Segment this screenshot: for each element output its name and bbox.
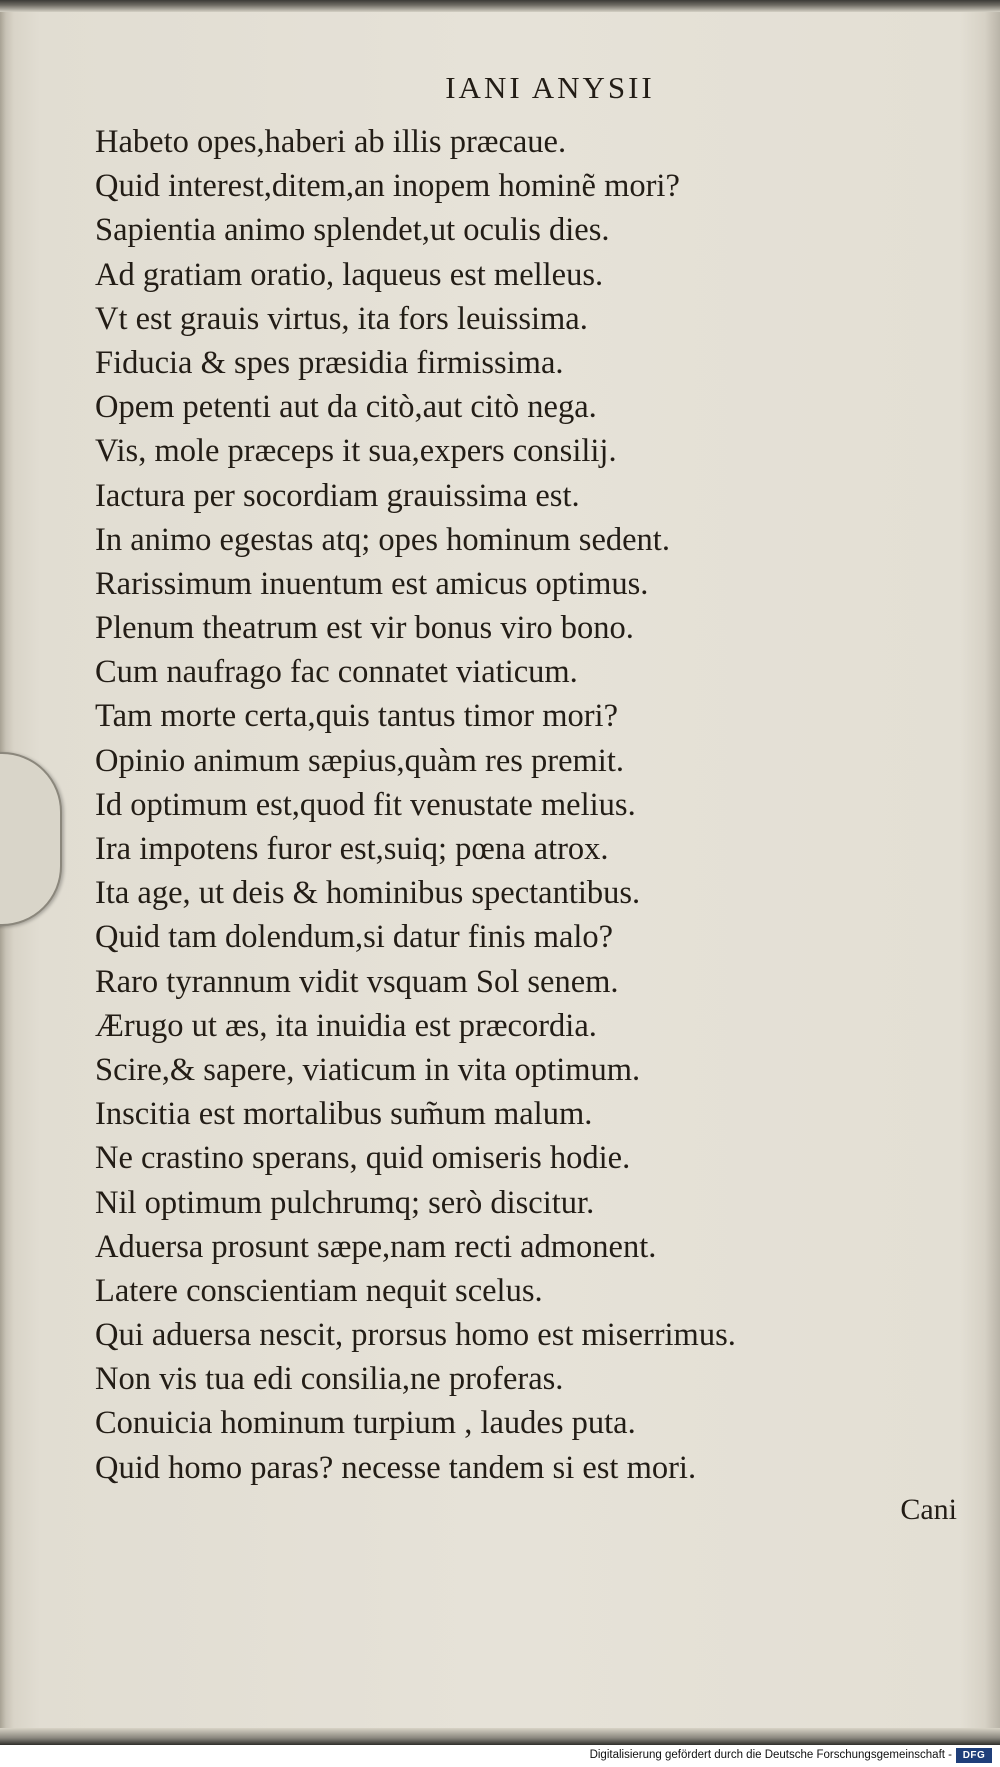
dfg-logo: DFG: [956, 1748, 992, 1763]
verse-line: Inscitia est mortalibus sum̃um malum.: [95, 1096, 593, 1133]
verse-line: Fiducia & spes præsidia firmissima.: [95, 344, 564, 381]
verse-line: Ira impotens furor est,suiq; pœna atrox.: [95, 831, 609, 867]
page-bottom-edge: [0, 1728, 1000, 1745]
verse-line: Scire,& sapere, viaticum in vita optimum.: [95, 1051, 641, 1088]
verse-line: Sapientia animo splendet,ut oculis dies.: [95, 212, 610, 249]
verse-line: Quid tam dolendum,si datur finis malo?: [95, 919, 614, 956]
verse-line: Iactura per socordiam grauissima est.: [95, 477, 580, 514]
verse-line: Latere conscientiam nequit scelus.: [95, 1272, 543, 1309]
page-top-edge: [0, 0, 1000, 12]
verse-lines: [95, 120, 965, 1490]
verse-line: Quid homo paras? necesse tandem si est mori.: [95, 1449, 697, 1486]
verse-line: Rarissimum inuentum est amicus optimus.: [95, 565, 649, 602]
verse-line: Vt est grauis virtus, ita fors leuissima.: [95, 300, 588, 337]
verse-line: Habeto opes,haberi ab illis præcaue.: [95, 124, 567, 160]
verse-line: Nil optimum pulchrumq; serò discitur.: [95, 1184, 595, 1221]
page-clip: [0, 752, 62, 926]
verse-line: Ne crastino sperans, quid omiseris hodie.: [95, 1140, 631, 1177]
verse-line: Tam morte certa,quis tantus timor mori?: [95, 698, 618, 735]
verse-line: Ita age, ut deis & hominibus spectantibus.: [95, 875, 641, 912]
digitization-footer: [0, 1745, 1000, 1767]
verse-line: Qui aduersa nescit, prorsus homo est miserrimus.: [95, 1317, 736, 1354]
verse-line: Plenum theatrum est vir bonus viro bono.: [95, 610, 634, 647]
verse-line: Cum naufrago fac connatet viaticum.: [95, 654, 578, 691]
verse-line: In animo egestas atq; opes hominum sedent.: [95, 521, 670, 558]
verse-line: Ad gratiam oratio, laqueus est melleus.: [95, 256, 604, 293]
verse-line: Vis, mole præceps it sua,expers consilij.: [95, 433, 617, 470]
verse-line: Quid interest,ditem,an inopem hominẽ mori?: [95, 168, 680, 205]
verse-line: Opinio animum sæpius,quàm res premit.: [95, 742, 624, 779]
running-header: IANI ANYSII: [445, 70, 655, 105]
text-block: [95, 66, 965, 1530]
funding-credit: Digitalisierung gefördert durch die Deutsche Forschungsgemeinschaft -: [589, 1749, 952, 1761]
verse-line: Ærugo ut æs, ita inuidia est præcordia.: [95, 1007, 597, 1044]
verse-line: Raro tyrannum vidit vsquam Sol senem.: [95, 963, 619, 1000]
verse-line: Id optimum est,quod fit venustate melius.: [95, 786, 636, 823]
verse-line: Non vis tua edi consilia,ne proferas.: [95, 1361, 564, 1398]
catchword: Cani: [900, 1492, 957, 1526]
verse-line: Aduersa prosunt sæpe,nam recti admonent.: [95, 1228, 657, 1265]
verse-line: Conuicia hominum turpium , laudes puta.: [95, 1405, 636, 1442]
verse-line: Opem petenti aut da citò,aut citò nega.: [95, 389, 597, 426]
